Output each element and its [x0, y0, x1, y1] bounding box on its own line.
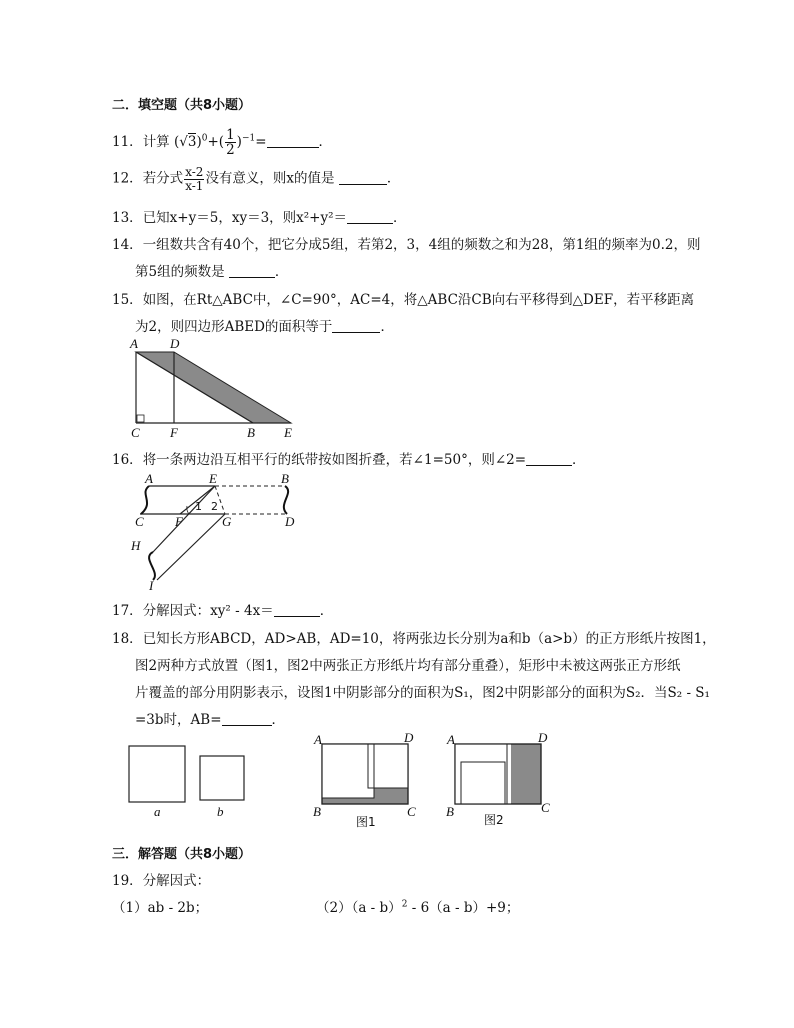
answer-blank-14[interactable]: [229, 263, 275, 278]
q19-part2-text2: - 6（a - b）+9；: [407, 900, 520, 916]
question-11: [112, 128, 332, 157]
q11-end: ．: [318, 134, 333, 151]
q18-line4-text: =3b时，AB=: [135, 712, 222, 728]
section-title-fill-in: 二．填空题（共8小题）: [112, 98, 252, 113]
q12-frac-den: x-1: [185, 178, 204, 193]
q15-line2-text: 为2，则四边形ABED的面积等于: [135, 319, 333, 335]
q12-end: ．: [386, 170, 401, 187]
fig16-label-f: F: [175, 514, 183, 529]
fig18-label-a: a: [154, 804, 161, 819]
q11-eq: =: [255, 134, 267, 151]
answer-blank-18[interactable]: [222, 711, 272, 726]
fig2-label-a: A: [447, 732, 455, 747]
q13-end: ．: [393, 210, 407, 226]
sqrt-symbol: √: [179, 134, 188, 151]
fig16-right-wavy-end: [284, 486, 288, 514]
fig15-label-a: A: [130, 336, 138, 351]
fig16-angle2-label: 2: [211, 500, 218, 513]
question-16: [112, 448, 586, 468]
fig1-label-a: A: [314, 732, 322, 747]
q19-part2-exp: 2: [401, 899, 408, 910]
fig16-label-e: E: [209, 471, 217, 486]
fig2-label-c: C: [541, 800, 550, 815]
figure-18-squares-in-rectangle: [120, 728, 560, 830]
q12-text2: 没有意义，则x的值是: [205, 170, 339, 187]
q11-frac-den: 2: [226, 142, 235, 159]
question-13: [112, 206, 407, 226]
fig16-label-h: H: [131, 538, 141, 553]
q12-frac-num: x-2: [185, 165, 204, 179]
q14-line2-text: 第5组的频数是: [135, 264, 229, 280]
figure-15-translated-triangles: [125, 335, 310, 441]
fig16-left-wavy-end: [141, 486, 149, 514]
q11-paren2: ): [236, 134, 242, 151]
fig16-angle1-label: 1: [195, 500, 202, 513]
fig2-label-d: D: [538, 730, 548, 745]
q15-end: ．: [380, 319, 394, 335]
q18-line3: 片覆盖的部分用阴影表示，设图1中阴影部分的面积为S₁，图2中阴影部分的面积为S₂．当S₂ - S₁: [135, 685, 710, 701]
question-18-line4: [135, 708, 285, 728]
section-title-solve: 三．解答题（共8小题）: [112, 847, 252, 862]
fig18-figure2: [446, 730, 550, 827]
fig18-square-a: [129, 746, 185, 802]
q11-number: 11．: [112, 134, 143, 151]
fig15-label-b: B: [247, 425, 255, 440]
q18-line1: 已知长方形ABCD，AD>AB，AD=10，将两张边长分别为a和b（a>b）的正方形纸片按图1，: [142, 631, 716, 647]
q19-number: 19．: [112, 873, 143, 889]
fig16-label-d: D: [285, 514, 295, 529]
answer-blank-12[interactable]: [339, 170, 387, 185]
fig1-caption: 图1: [356, 815, 376, 829]
fig15-label-c: C: [131, 425, 140, 440]
q11-text: 计算 (: [142, 134, 180, 151]
fig15-shaded-parallelogram: [136, 352, 291, 423]
fig18-square-b: [200, 756, 244, 800]
fig16-folded-wavy-end: [149, 552, 155, 580]
answer-blank-16[interactable]: [526, 451, 572, 466]
fig2-unshaded-a: [455, 744, 507, 804]
q14-number: 14．: [112, 237, 143, 253]
q16-end: ．: [572, 452, 586, 468]
q12-number: 12．: [112, 170, 143, 187]
fig16-label-i: I: [149, 578, 154, 592]
q16-text: 将一条两边沿互相平行的纸带按如图折叠，若∠1=50°，则∠2=: [142, 452, 527, 468]
fig1-label-c: C: [407, 804, 416, 819]
q17-text: 分解因式：xy² - 4x＝: [142, 603, 274, 619]
answer-blank-13[interactable]: [347, 209, 393, 224]
question-19: [112, 869, 210, 889]
q13-number: 13．: [112, 210, 143, 226]
fig15-side-ab: [136, 352, 253, 423]
fig15-right-angle-mark: [137, 415, 144, 422]
answer-blank-15[interactable]: [332, 318, 380, 333]
q14-end: ．: [274, 264, 289, 280]
fig15-label-e: E: [284, 425, 292, 440]
fig15-label-f: F: [170, 425, 178, 440]
q11-exp0: 0: [201, 133, 208, 144]
question-14-line2: [135, 260, 288, 280]
q12-text: 若分式: [142, 170, 184, 187]
fig16-label-a: A: [145, 471, 153, 486]
q12-fraction: [184, 166, 204, 192]
question-15: [112, 288, 694, 308]
q19-part2-text: （2）（a - b）: [316, 900, 402, 916]
q11-exp1: −1: [241, 133, 256, 144]
q15-number: 15．: [112, 292, 143, 308]
question-15-line2: [135, 315, 394, 335]
q14-line1: 一组数共含有40个，把它分成5组，若第2，3，4组的频数之和为28，第1组的频率为0.2，则: [142, 237, 701, 253]
fig16-folded-edge-eh: [153, 486, 215, 552]
q18-end: ．: [271, 712, 286, 728]
answer-blank-17[interactable]: [274, 602, 320, 617]
fig15-label-d: D: [170, 336, 180, 351]
q16-number: 16．: [112, 452, 143, 468]
fig16-label-b: B: [281, 471, 289, 486]
question-18: [112, 627, 716, 647]
q17-number: 17．: [112, 603, 143, 619]
fig2-label-b: B: [446, 804, 454, 819]
question-12: [112, 166, 400, 192]
q19-part2: [316, 896, 519, 916]
q15-line1: 如图，在Rt△ABC中，∠C=90°，AC=4，将△ABC沿CB向右平移得到△DEF，若平移距离: [142, 292, 695, 308]
fig1-label-d: D: [404, 730, 414, 745]
fig16-folded-edge-gi: [157, 514, 225, 580]
q18-number: 18．: [112, 631, 143, 647]
q11-paren: ): [196, 134, 202, 151]
q18-line2: 图2两种方式放置（图1，图2中两张正方形纸片均有部分重叠），矩形中未被这两张正方形纸: [135, 658, 681, 674]
q11-plus: +(: [207, 134, 225, 151]
figure-16-folded-strip: [125, 468, 310, 592]
q17-end: ．: [319, 603, 334, 619]
fig16-label-g: G: [222, 514, 232, 529]
q19-text: 分解因式：: [142, 873, 211, 889]
q19-part1: （1）ab - 2b；: [112, 900, 209, 916]
answer-blank-11[interactable]: [267, 133, 319, 148]
fig2-caption: 图2: [484, 813, 504, 827]
q13-text: 已知x+y＝5，xy＝3，则x²+y²＝: [142, 210, 348, 226]
fig18-label-b: b: [217, 804, 224, 819]
fig18-figure1: [313, 730, 416, 829]
fig1-label-b: B: [313, 804, 321, 819]
fig16-label-c: C: [135, 514, 144, 529]
q11-frac-num: 1: [226, 127, 235, 143]
q11-fraction: [225, 128, 236, 157]
q11-radicand: 3: [187, 134, 197, 151]
fig2-unshaded-strip: [507, 744, 511, 804]
question-17: [112, 599, 333, 619]
question-14: [112, 233, 700, 253]
